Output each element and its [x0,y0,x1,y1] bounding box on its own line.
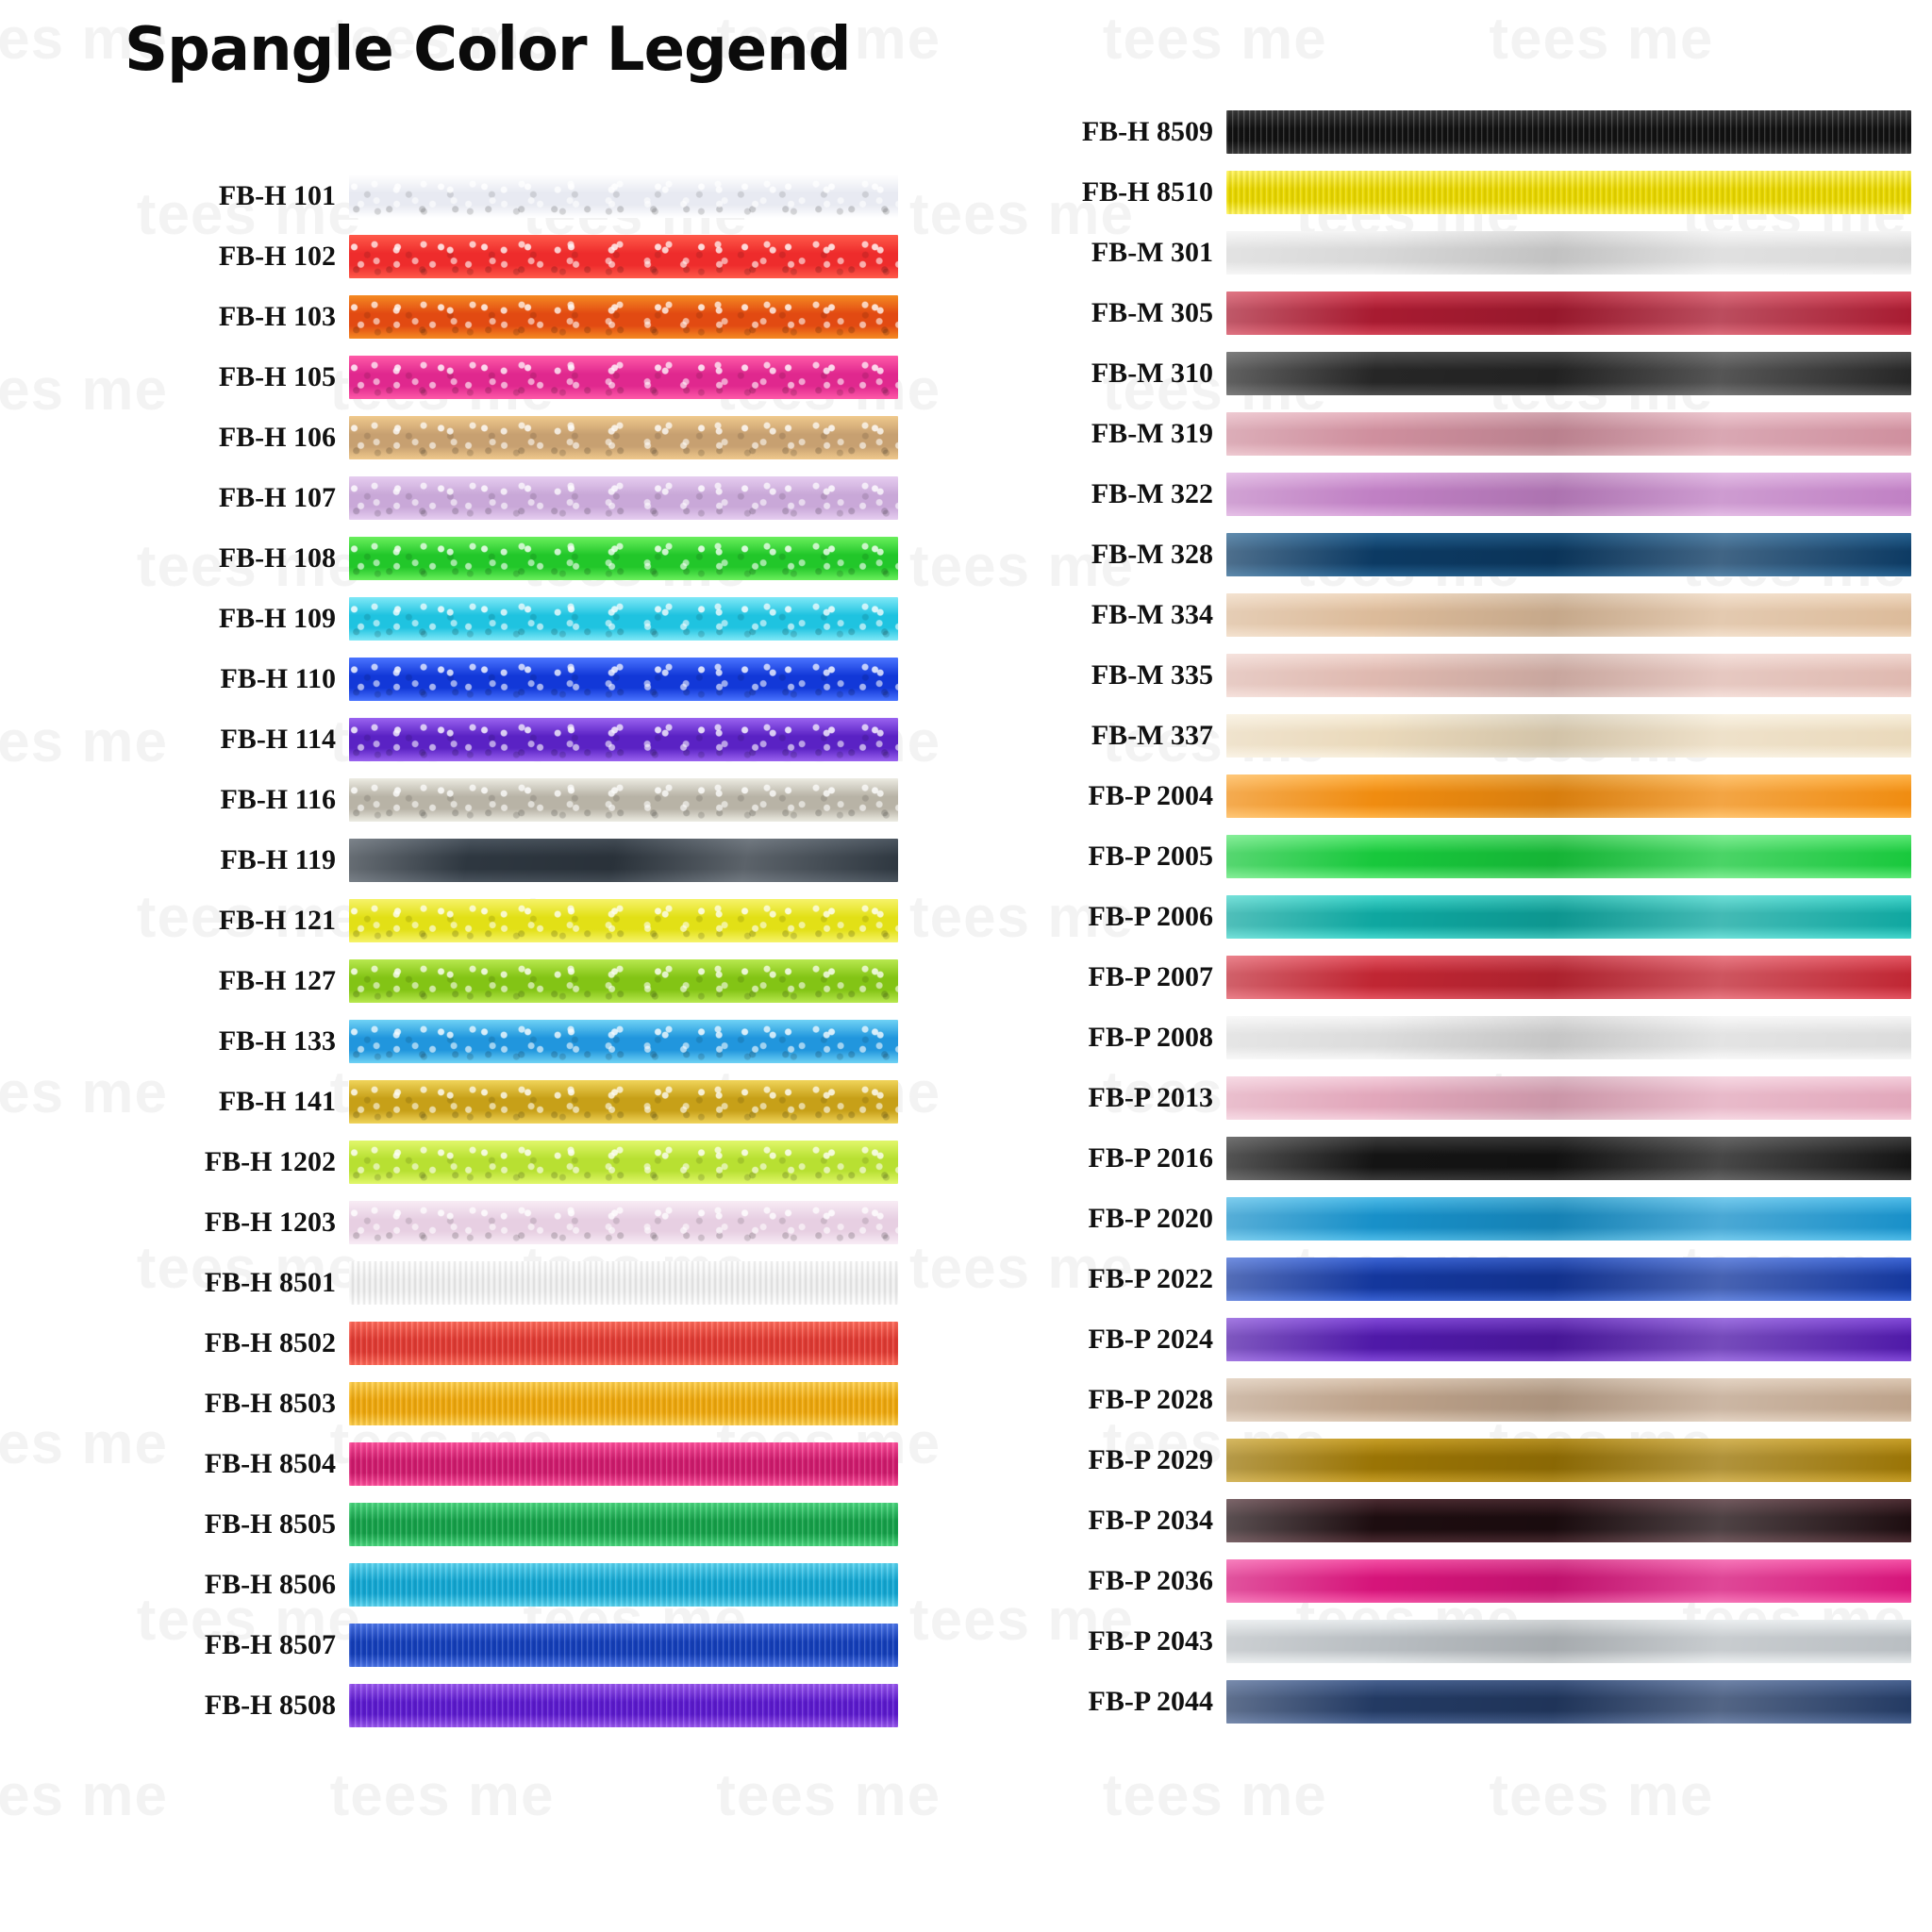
color-swatch [349,1442,898,1486]
legend-row [0,955,943,1008]
color-code-label: FB-M 319 [1091,418,1213,449]
color-swatch [1226,1620,1911,1663]
legend-row [953,347,1932,400]
color-code-label: FB-M 305 [1091,297,1213,328]
legend-row [953,1494,1932,1547]
color-code-label: FB-P 2016 [1088,1142,1213,1174]
legend-row [0,653,943,706]
color-swatch [1226,1137,1911,1180]
color-code-label: FB-P 2004 [1088,780,1213,811]
page-title: Spangle Color Legend [125,15,851,85]
color-code-label: FB-H 8501 [204,1267,336,1298]
color-swatch [1226,231,1911,275]
legend-row [953,1615,1932,1668]
legend-row [953,830,1932,883]
color-code-label: FB-P 2022 [1088,1263,1213,1294]
color-code-label: FB-H 103 [218,301,336,332]
color-code-label: FB-H 1203 [204,1207,336,1238]
color-swatch [349,959,898,1003]
color-swatch [349,1020,898,1063]
color-swatch [1226,352,1911,395]
color-code-label: FB-H 8509 [1081,116,1213,147]
color-swatch [1226,1076,1911,1120]
legend-row [953,166,1932,219]
color-code-label: FB-H 8505 [204,1508,336,1540]
color-code-label: FB-M 335 [1091,659,1213,691]
color-swatch [1226,1680,1911,1724]
color-swatch [1226,593,1911,637]
color-code-label: FB-H 121 [218,905,336,936]
legend-row [953,770,1932,823]
legend-row [953,226,1932,279]
legend-row [0,170,943,223]
color-swatch [349,476,898,520]
color-swatch [349,416,898,459]
color-swatch [1226,533,1911,576]
color-swatch [1226,654,1911,697]
color-code-label: FB-H 102 [218,241,336,272]
color-swatch [349,1080,898,1124]
color-code-label: FB-P 2043 [1088,1625,1213,1657]
legend-row [953,1011,1932,1064]
legend-row [0,472,943,525]
color-swatch [1226,110,1911,154]
color-swatch [349,718,898,761]
legend-row [953,287,1932,340]
color-code-label: FB-M 310 [1091,358,1213,389]
legend-row [0,713,943,766]
color-swatch [349,537,898,580]
color-code-label: FB-H 110 [220,663,336,694]
legend-row [0,532,943,585]
legend-row [953,649,1932,702]
color-code-label: FB-H 119 [220,844,336,875]
legend-row [0,1619,943,1672]
legend-row [0,1075,943,1128]
legend-row [0,351,943,404]
color-code-label: FB-P 2029 [1088,1444,1213,1475]
legend-row [953,589,1932,641]
color-swatch [349,839,898,882]
legend-row [953,891,1932,943]
legend-row [0,1317,943,1370]
color-swatch [349,1261,898,1305]
color-code-label: FB-H 8502 [204,1327,336,1358]
color-code-label: FB-P 2044 [1088,1686,1213,1717]
color-code-label: FB-H 8504 [204,1448,336,1479]
color-code-label: FB-P 2005 [1088,841,1213,872]
legend-row [0,834,943,887]
color-code-label: FB-H 107 [218,482,336,513]
legend-row [0,592,943,645]
color-swatch [1226,774,1911,818]
legend-row [953,1253,1932,1306]
color-swatch [1226,1559,1911,1603]
color-code-label: FB-H 108 [218,542,336,574]
legend-row [0,1196,943,1249]
color-swatch [1226,1439,1911,1482]
legend-row [953,951,1932,1004]
color-code-label: FB-P 2007 [1088,961,1213,992]
color-code-label: FB-P 2036 [1088,1565,1213,1596]
color-swatch [349,235,898,278]
color-swatch [1226,1318,1911,1361]
legend-column-right [953,0,1932,1736]
legend-row [0,1377,943,1430]
legend-row [0,894,943,947]
color-code-label: FB-H 8507 [204,1629,336,1660]
color-code-label: FB-M 328 [1091,539,1213,570]
legend-row [953,1434,1932,1487]
color-swatch [1226,1257,1911,1301]
legend-row [0,291,943,343]
color-code-label: FB-H 106 [218,422,336,453]
legend-row [953,468,1932,521]
color-swatch [1226,1499,1911,1542]
color-swatch [1226,291,1911,335]
color-swatch [1226,473,1911,516]
color-swatch [1226,1378,1911,1422]
color-code-label: FB-H 101 [218,180,336,211]
legend-row [0,1498,943,1551]
color-code-label: FB-H 105 [218,361,336,392]
color-swatch [349,1382,898,1425]
color-swatch [349,1141,898,1184]
legend-row [953,1072,1932,1124]
color-swatch [349,295,898,339]
color-swatch [1226,835,1911,878]
color-code-label: FB-M 334 [1091,599,1213,630]
legend-row [953,1555,1932,1607]
legend-row [0,1558,943,1611]
color-swatch [349,597,898,641]
legend-row [953,709,1932,762]
legend-row [953,1313,1932,1366]
legend-row [0,1136,943,1189]
color-swatch [1226,1016,1911,1059]
color-swatch [349,658,898,701]
legend-row [0,411,943,464]
color-code-label: FB-P 2028 [1088,1384,1213,1415]
color-code-label: FB-H 109 [218,603,336,634]
color-code-label: FB-M 337 [1091,720,1213,751]
color-code-label: FB-H 8503 [204,1388,336,1419]
legend-row [0,1679,943,1732]
color-swatch [1226,895,1911,939]
color-code-label: FB-M 322 [1091,478,1213,509]
color-code-label: FB-H 8506 [204,1569,336,1600]
legend-row [953,408,1932,460]
color-swatch [1226,412,1911,456]
color-swatch [349,1624,898,1667]
color-swatch [349,1322,898,1365]
color-swatch [349,778,898,822]
legend-row [0,1257,943,1309]
color-swatch [1226,956,1911,999]
legend-row [0,774,943,826]
color-code-label: FB-H 114 [220,724,336,755]
color-code-label: FB-H 133 [218,1025,336,1057]
color-code-label: FB-P 2013 [1088,1082,1213,1113]
color-code-label: FB-M 301 [1091,237,1213,268]
color-code-label: FB-H 127 [218,965,336,996]
legend-row [0,1015,943,1068]
legend-row [953,1192,1932,1245]
color-code-label: FB-H 8508 [204,1690,336,1721]
color-swatch [1226,714,1911,758]
color-swatch [349,1201,898,1244]
color-swatch [349,175,898,218]
legend-row [0,230,943,283]
color-code-label: FB-H 141 [218,1086,336,1117]
legend-row [0,1438,943,1491]
legend-row [953,1675,1932,1728]
color-code-label: FB-P 2008 [1088,1022,1213,1053]
legend-row [953,1374,1932,1426]
color-swatch [349,899,898,942]
legend-row [953,106,1932,158]
color-code-label: FB-P 2006 [1088,901,1213,932]
color-code-label: FB-H 8510 [1081,176,1213,208]
color-code-label: FB-H 116 [220,784,336,815]
color-code-label: FB-P 2024 [1088,1324,1213,1355]
color-swatch [349,356,898,399]
color-code-label: FB-P 2034 [1088,1505,1213,1536]
legend-column-left [0,0,943,1740]
legend-row [953,1132,1932,1185]
color-code-label: FB-P 2020 [1088,1203,1213,1234]
legend-row [953,528,1932,581]
color-swatch [349,1684,898,1727]
color-swatch [349,1563,898,1607]
color-swatch [349,1503,898,1546]
color-swatch [1226,1197,1911,1241]
color-code-label: FB-H 1202 [204,1146,336,1177]
color-swatch [1226,171,1911,214]
